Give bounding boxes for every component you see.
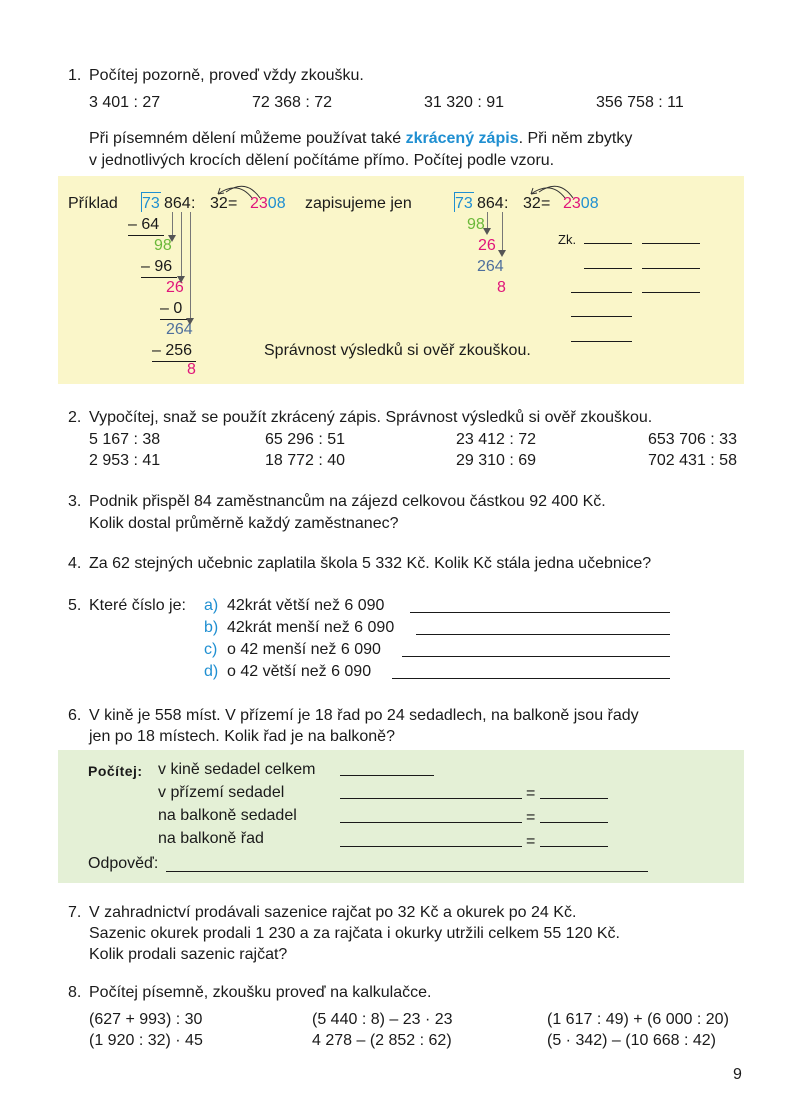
- drop-arrow-line: [181, 212, 182, 277]
- problem: (1 920 : 32) · 45: [89, 1032, 203, 1049]
- step-remainder: 98: [154, 237, 172, 254]
- problem: 2 953 : 41: [89, 452, 161, 469]
- problem: 3 401 : 27: [89, 94, 161, 111]
- answer-label: Odpověď:: [88, 855, 159, 872]
- problem: 702 431 : 58: [648, 452, 737, 469]
- step-remainder: 26: [478, 237, 496, 254]
- answer-line[interactable]: [340, 798, 522, 799]
- problem: (627 + 993) : 30: [89, 1011, 203, 1028]
- task-text: Počítej písemně, zkoušku proveď na kalkulačce.: [89, 984, 432, 1001]
- problem: (1 617 : 49) + (6 000 : 20): [547, 1011, 729, 1028]
- answer-line[interactable]: [642, 268, 700, 269]
- problem: 18 772 : 40: [265, 452, 346, 469]
- middle-text: zapisujeme jen: [305, 195, 412, 212]
- step-rule: [160, 319, 188, 320]
- answer-line[interactable]: [584, 268, 632, 269]
- step-rule: [128, 235, 164, 236]
- check-label: Zk.: [558, 232, 577, 247]
- task-text: Které číslo je:: [89, 597, 186, 614]
- problem: 5 167 : 38: [89, 431, 161, 448]
- page-number: 9: [733, 1066, 742, 1083]
- item-text: 42krát větší než 6 090: [227, 597, 385, 614]
- example-note: Správnost výsledků si ověř zkouškou.: [264, 342, 531, 359]
- arrow-down-icon: [483, 228, 491, 235]
- task-number: 3.: [68, 493, 82, 510]
- step-remainder: 8: [187, 361, 196, 378]
- problem: 4 278 – (2 852 : 62): [312, 1032, 452, 1049]
- item-text: 42krát menší než 6 090: [227, 619, 395, 636]
- problem: 31 320 : 91: [424, 94, 505, 111]
- calc-row-label: v kině sedadel celkem: [158, 761, 316, 778]
- arrow-down-icon: [168, 235, 176, 242]
- problem: 653 706 : 33: [648, 431, 737, 448]
- answer-line[interactable]: [540, 822, 608, 823]
- item-text: o 42 menší než 6 090: [227, 641, 381, 658]
- drop-arrow-line: [190, 212, 191, 319]
- task-text: V kině je 558 míst. V přízemí je 18 řad po 24 sedadlech, na balkoně jsou řady: [89, 707, 639, 724]
- arrow-down-icon: [186, 318, 194, 325]
- quotient-digit: 23: [250, 195, 268, 212]
- answer-line[interactable]: [642, 292, 700, 293]
- step-remainder: 264: [477, 258, 504, 275]
- answer-line[interactable]: [571, 316, 632, 317]
- task-text: jen po 18 místech. Kolik řad je na balkoně?: [89, 728, 395, 745]
- arrow-curve-icon: [525, 180, 575, 200]
- dividend-rest: 864: [164, 195, 191, 212]
- problem: 23 412 : 72: [456, 431, 537, 448]
- task-number: 7.: [68, 904, 82, 921]
- intro-line-1: Při písemném dělení můžeme používat také zkrácený zápis. Při něm zbytky: [89, 130, 633, 147]
- intro-line-2: v jednotlivých krocích dělení počítáme přímo. Počítej podle vzoru.: [89, 152, 555, 169]
- problem: (5 · 342) – (10 668 : 42): [547, 1032, 716, 1049]
- answer-line[interactable]: [540, 798, 608, 799]
- step-rule: [141, 277, 177, 278]
- step-subtract: – 0: [160, 300, 183, 317]
- step-remainder: 98: [467, 216, 485, 233]
- answer-line[interactable]: [571, 341, 632, 342]
- task-number: 2.: [68, 409, 82, 426]
- quotient-digit: 08: [267, 195, 286, 212]
- calc-label: Počítej:: [88, 763, 143, 779]
- step-remainder: 26: [166, 279, 184, 296]
- item-letter: a): [204, 597, 219, 614]
- task-number: 8.: [68, 984, 82, 1001]
- answer-line[interactable]: [340, 775, 434, 776]
- task-number: 4.: [68, 555, 82, 572]
- answer-line[interactable]: [571, 292, 632, 293]
- answer-line[interactable]: [642, 243, 700, 244]
- answer-line[interactable]: [402, 656, 670, 657]
- task-text: Podnik přispěl 84 zaměstnancům na zájezd celkovou částkou 92 400 Kč.: [89, 493, 606, 510]
- calc-row-label: na balkoně řad: [158, 830, 264, 847]
- answer-line[interactable]: [340, 846, 522, 847]
- calc-row-label: v přízemí sedadel: [158, 784, 285, 801]
- problem: 65 296 : 51: [265, 431, 346, 448]
- task-text: Počítej pozorně, proveď vždy zkoušku.: [89, 67, 364, 84]
- task-text: Za 62 stejných učebnic zaplatila škola 5 332 Kč. Kolik Kč stála jedna učebnice?: [89, 555, 652, 572]
- task-text: Kolik prodali sazenic rajčat?: [89, 946, 288, 963]
- task-text: V zahradnictví prodávali sazenice rajčat po 32 Kč a okurek po 24 Kč.: [89, 904, 577, 921]
- task-text: Sazenic okurek prodali 1 230 a za rajčata i okurky utržili celkem 55 120 Kč.: [89, 925, 620, 942]
- quotient-digit: 08: [580, 195, 599, 212]
- highlight-term: zkrácený zápis: [405, 130, 519, 147]
- problem: 356 758 : 11: [596, 94, 684, 111]
- problem: 29 310 : 69: [456, 452, 537, 469]
- arrow-curve-icon: [212, 180, 262, 200]
- dividend-part: 73: [142, 195, 160, 212]
- divisor: 32: [210, 195, 228, 212]
- step-subtract: – 96: [141, 258, 173, 275]
- dividend-rest: 864: [477, 195, 504, 212]
- partial-bracket-top: [454, 192, 474, 193]
- answer-line[interactable]: [340, 822, 522, 823]
- problem: 72 368 : 72: [252, 94, 333, 111]
- example-label: Příklad: [68, 195, 118, 212]
- arrow-down-icon: [498, 250, 506, 257]
- task-number: 1.: [68, 67, 82, 84]
- problem: (5 440 : 8) – 23 · 23: [312, 1011, 453, 1028]
- drop-arrow-line: [172, 212, 173, 236]
- divisor: 32: [523, 195, 541, 212]
- item-text: o 42 větší než 6 090: [227, 663, 372, 680]
- answer-line[interactable]: [392, 678, 670, 679]
- task-text: Kolik dostal průměrně každý zaměstnanec?: [89, 515, 399, 532]
- task-text: Vypočítej, snaž se použít zkrácený zápis. Správnost výsledků si ověř zkouškou.: [89, 409, 653, 426]
- arrow-down-icon: [177, 276, 185, 283]
- answer-line[interactable]: [416, 634, 670, 635]
- drop-arrow-line: [502, 212, 503, 252]
- answer-line[interactable]: [584, 243, 632, 244]
- answer-line[interactable]: [166, 871, 648, 872]
- partial-bracket-top: [141, 192, 161, 193]
- partial-bracket: [141, 192, 142, 212]
- answer-line[interactable]: [540, 846, 608, 847]
- item-letter: d): [204, 663, 219, 680]
- task-number: 5.: [68, 597, 82, 614]
- step-subtract: – 256: [152, 342, 193, 359]
- partial-bracket: [454, 192, 455, 212]
- task-number: 6.: [68, 707, 82, 724]
- quotient-digit: 23: [563, 195, 581, 212]
- step-remainder: 8: [497, 279, 506, 296]
- dividend-part: 73: [455, 195, 473, 212]
- step-remainder: 264: [166, 321, 193, 338]
- step-subtract: – 64: [128, 216, 160, 233]
- answer-line[interactable]: [410, 612, 670, 613]
- item-letter: c): [204, 641, 218, 658]
- item-letter: b): [204, 619, 219, 636]
- calc-row-label: na balkoně sedadel: [158, 807, 297, 824]
